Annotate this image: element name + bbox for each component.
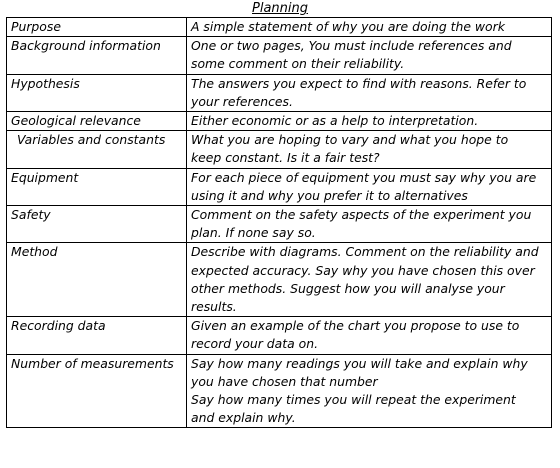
- table-row-safety: [7, 206, 552, 243]
- row-description: [187, 354, 552, 428]
- table-row-hypothesis: [7, 74, 552, 111]
- row-description: [187, 243, 552, 317]
- description-line: Say how many readings you will take and explain why: [191, 355, 528, 371]
- table-row-variables-and-constants: [7, 131, 552, 168]
- description-line: Either economic or as a help to interpretation.: [191, 113, 479, 129]
- row-description: [187, 37, 552, 74]
- description-line: results.: [191, 299, 237, 315]
- row-term: Number of measurements: [7, 354, 187, 428]
- planning-table: [6, 17, 552, 428]
- table-row-equipment: [7, 168, 552, 205]
- row-term: Variables and constants: [7, 131, 187, 168]
- row-term: Background information: [7, 37, 187, 74]
- description-line: you have chosen that number: [191, 373, 378, 389]
- row-description: [187, 317, 552, 354]
- row-description: [187, 206, 552, 243]
- description-line: What you are hoping to vary and what you hope to: [191, 132, 509, 148]
- table-row-purpose: [7, 18, 552, 37]
- row-term: Recording data: [7, 317, 187, 354]
- description-line: other methods. Suggest how you will analyse your: [191, 280, 505, 296]
- row-description: [187, 168, 552, 205]
- description-line: your references.: [191, 93, 293, 109]
- page-title: Planning: [252, 1, 308, 16]
- row-description: [187, 18, 552, 37]
- description-line: Say how many times you will repeat the experiment: [191, 392, 516, 408]
- description-line: One or two pages, You must include references and: [191, 38, 512, 54]
- description-line: expected accuracy. Say why you have chosen this over: [191, 262, 535, 278]
- description-line: Given an example of the chart you propose to use to: [191, 318, 520, 334]
- row-term: Safety: [7, 206, 187, 243]
- table-row-background-information: [7, 37, 552, 74]
- row-term: Hypothesis: [7, 74, 187, 111]
- row-description: [187, 74, 552, 111]
- row-term: Equipment: [7, 168, 187, 205]
- row-term: Method: [7, 243, 187, 317]
- description-line: and explain why.: [191, 410, 296, 426]
- table-row-recording-data: [7, 317, 552, 354]
- table-row-method: [7, 243, 552, 317]
- description-line: plan. If none say so.: [191, 225, 316, 241]
- description-line: Comment on the safety aspects of the experiment you: [191, 207, 532, 223]
- description-line: using it and why you prefer it to alternatives: [191, 187, 468, 203]
- description-line: For each piece of equipment you must say why you are: [191, 169, 537, 185]
- row-term: Purpose: [7, 18, 187, 37]
- description-line: record your data on.: [191, 336, 319, 352]
- row-description: [187, 131, 552, 168]
- description-line: Describe with diagrams. Comment on the reliability and: [191, 244, 539, 260]
- row-description: [187, 112, 552, 131]
- description-line: The answers you expect to find with reasons. Refer to: [191, 75, 527, 91]
- description-line: A simple statement of why you are doing the work: [191, 19, 505, 34]
- table-row-geological-relevance: [7, 112, 552, 131]
- description-line: keep constant. Is it a fair test?: [191, 150, 380, 166]
- table-row-number-of-measurements: [7, 354, 552, 428]
- description-line: some comment on their reliability.: [191, 56, 405, 72]
- row-term: Geological relevance: [7, 112, 187, 131]
